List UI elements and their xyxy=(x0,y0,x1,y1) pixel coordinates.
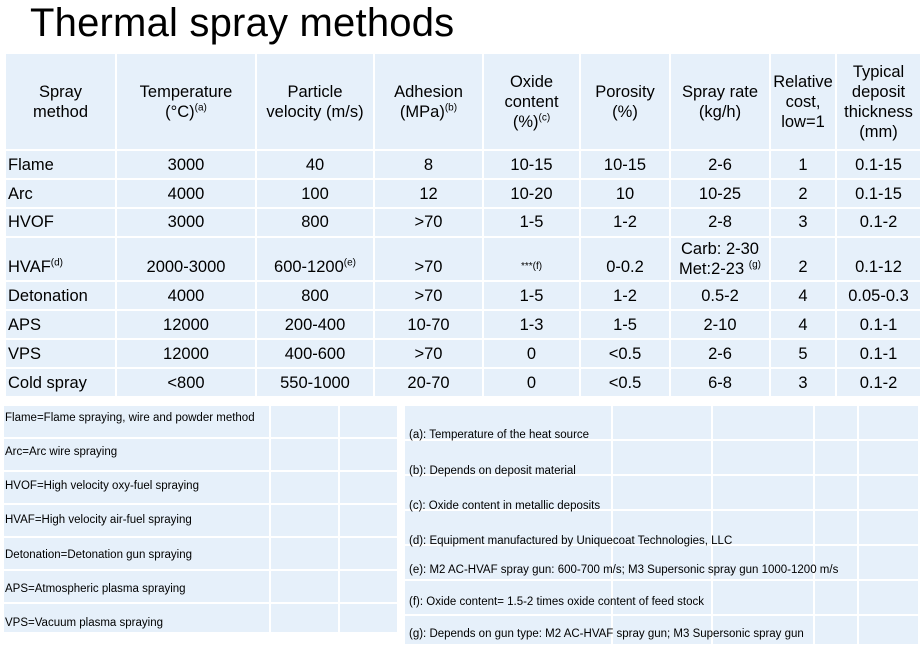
abbreviations-panel xyxy=(4,406,397,632)
thermal-spray-table xyxy=(4,52,922,398)
cell-thickness: 0.1-15 xyxy=(837,151,920,178)
cell-adhesion: >70 xyxy=(375,238,482,280)
abbreviation-item: HVOF=High velocity oxy-fuel spraying xyxy=(5,480,199,492)
cell-adhesion: 8 xyxy=(375,151,482,178)
cell-adhesion: 20-70 xyxy=(375,369,482,396)
cell-oxide: 0 xyxy=(484,369,579,396)
cell-porosity: 1-5 xyxy=(581,311,669,338)
cell-thickness: 0.1-2 xyxy=(837,209,920,236)
cell-cost: 5 xyxy=(771,340,835,367)
cell-method: HVOF xyxy=(6,209,115,236)
cell-method: Flame xyxy=(6,151,115,178)
cell-temperature: 12000 xyxy=(117,340,255,367)
abbreviation-item: VPS=Vacuum plasma spraying xyxy=(5,617,163,629)
cell-temperature: 3000 xyxy=(117,209,255,236)
cell-cost: 4 xyxy=(771,282,835,309)
cell-thickness: 0.05-0.3 xyxy=(837,282,920,309)
footnote-item: (g): Depends on gun type: M2 AC-HVAF spray gun; M3 Supersonic spray gun xyxy=(409,628,804,640)
cell-porosity: 10 xyxy=(581,180,669,207)
table-row xyxy=(6,209,920,236)
cell-cost: 2 xyxy=(771,238,835,280)
abbreviation-item: APS=Atmospheric plasma spraying xyxy=(5,583,186,595)
cell-porosity: <0.5 xyxy=(581,369,669,396)
footnote-item: (a): Temperature of the heat source xyxy=(409,429,590,441)
cell-temperature: 4000 xyxy=(117,180,255,207)
cell-adhesion: >70 xyxy=(375,340,482,367)
cell-porosity: 1-2 xyxy=(581,209,669,236)
abbreviation-item: HVAF=High velocity air-fuel spraying xyxy=(5,514,192,526)
footnote-item: (b): Depends on deposit material xyxy=(409,465,576,477)
header-oxide-content: Oxide content (%)$^{(c)}$ xyxy=(484,54,579,149)
cell-velocity: 600-1200$^{(e)}$ xyxy=(257,238,373,280)
abbreviation-item: Flame=Flame spraying, wire and powder method xyxy=(5,412,255,424)
cell-spray-rate: 6-8 xyxy=(671,369,769,396)
cell-thickness: 0.1-1 xyxy=(837,311,920,338)
header-adhesion: Adhesion (MPa)$^{(b)}$ xyxy=(375,54,482,149)
cell-oxide: 1-3 xyxy=(484,311,579,338)
cell-temperature: 2000-3000 xyxy=(117,238,255,280)
table-row xyxy=(6,282,920,309)
cell-cost: 2 xyxy=(771,180,835,207)
page-title: Thermal spray methods xyxy=(30,1,455,45)
footnote-item: (c): Oxide content in metallic deposits xyxy=(409,500,601,512)
cell-velocity: 550-1000 xyxy=(257,369,373,396)
cell-method: Detonation xyxy=(6,282,115,309)
footnote-item: (e): M2 AC-HVAF spray gun: 600-700 m/s; M3 Supersonic spray gun 1000-1200 m/s xyxy=(409,564,839,576)
abbreviation-item: Arc=Arc wire spraying xyxy=(5,446,118,458)
footnote-item: (d): Equipment manufactured by Uniquecoat Technologies, LLC xyxy=(409,535,733,547)
cell-adhesion: >70 xyxy=(375,209,482,236)
spray-rate-met: Met:2-23 $^{(g)}$ xyxy=(679,259,761,278)
cell-thickness: 0.1-12 xyxy=(837,238,920,280)
header-particle-velocity: Particle velocity (m/s) xyxy=(257,54,373,149)
cell-porosity: 1-2 xyxy=(581,282,669,309)
abbreviation-item: Detonation=Detonation gun spraying xyxy=(5,549,193,561)
table-row xyxy=(6,340,920,367)
header-spray-method: Spray method xyxy=(6,54,115,149)
cell-spray-rate: 10-25 xyxy=(671,180,769,207)
cell-spray-rate: 0.5-2 xyxy=(671,282,769,309)
table-row xyxy=(6,180,920,207)
cell-temperature: 12000 xyxy=(117,311,255,338)
cell-velocity: 800 xyxy=(257,209,373,236)
cell-thickness: 0.1-1 xyxy=(837,340,920,367)
table-row xyxy=(6,151,920,178)
header-row xyxy=(6,54,920,149)
cell-velocity: 400-600 xyxy=(257,340,373,367)
cell-velocity: 200-400 xyxy=(257,311,373,338)
cell-oxide: 0 xyxy=(484,340,579,367)
table-row xyxy=(6,311,920,338)
cell-adhesion: 12 xyxy=(375,180,482,207)
cell-spray-rate: 2-10 xyxy=(671,311,769,338)
table-row xyxy=(6,238,920,280)
cell-velocity: 40 xyxy=(257,151,373,178)
cell-method: HVAF$^{(d)}$ xyxy=(6,238,115,280)
cell-thickness: 0.1-15 xyxy=(837,180,920,207)
cell-oxide: 1-5 xyxy=(484,282,579,309)
cell-thickness: 0.1-2 xyxy=(837,369,920,396)
footnote-item: (f): Oxide content= 1.5-2 times oxide content of feed stock xyxy=(409,596,705,608)
header-porosity: Porosity (%) xyxy=(581,54,669,149)
cell-spray-rate: 2-8 xyxy=(671,209,769,236)
cell-adhesion: >70 xyxy=(375,282,482,309)
cell-cost: 3 xyxy=(771,369,835,396)
cell-method: Arc xyxy=(6,180,115,207)
cell-method: APS xyxy=(6,311,115,338)
cell-velocity: 100 xyxy=(257,180,373,207)
footnotes-panel xyxy=(405,406,918,644)
table-row xyxy=(6,369,920,396)
cell-spray-rate: 2-6 xyxy=(671,151,769,178)
cell-porosity: 10-15 xyxy=(581,151,669,178)
cell-oxide: ***(f) xyxy=(484,238,579,280)
cell-cost: 3 xyxy=(771,209,835,236)
header-deposit-thickness: Typical deposit thickness (mm) xyxy=(837,54,920,149)
cell-spray-rate: 2-6 xyxy=(671,340,769,367)
cell-oxide: 10-15 xyxy=(484,151,579,178)
header-spray-rate: Spray rate (kg/h) xyxy=(671,54,769,149)
cell-temperature: <800 xyxy=(117,369,255,396)
cell-temperature: 3000 xyxy=(117,151,255,178)
cell-adhesion: 10-70 xyxy=(375,311,482,338)
cell-porosity: 0-0.2 xyxy=(581,238,669,280)
cell-oxide: 1-5 xyxy=(484,209,579,236)
cell-method: VPS xyxy=(6,340,115,367)
cell-cost: 4 xyxy=(771,311,835,338)
spray-rate-carb: Carb: 2-30 xyxy=(681,239,759,258)
header-relative-cost: Relative cost, low=1 xyxy=(771,54,835,149)
cell-method: Cold spray xyxy=(6,369,115,396)
cell-spray-rate xyxy=(671,238,769,280)
header-temperature: Temperature $(^\circ C)^{(a)}$ xyxy=(117,54,255,149)
cell-oxide: 10-20 xyxy=(484,180,579,207)
cell-velocity: 800 xyxy=(257,282,373,309)
cell-cost: 1 xyxy=(771,151,835,178)
cell-porosity: <0.5 xyxy=(581,340,669,367)
cell-temperature: 4000 xyxy=(117,282,255,309)
